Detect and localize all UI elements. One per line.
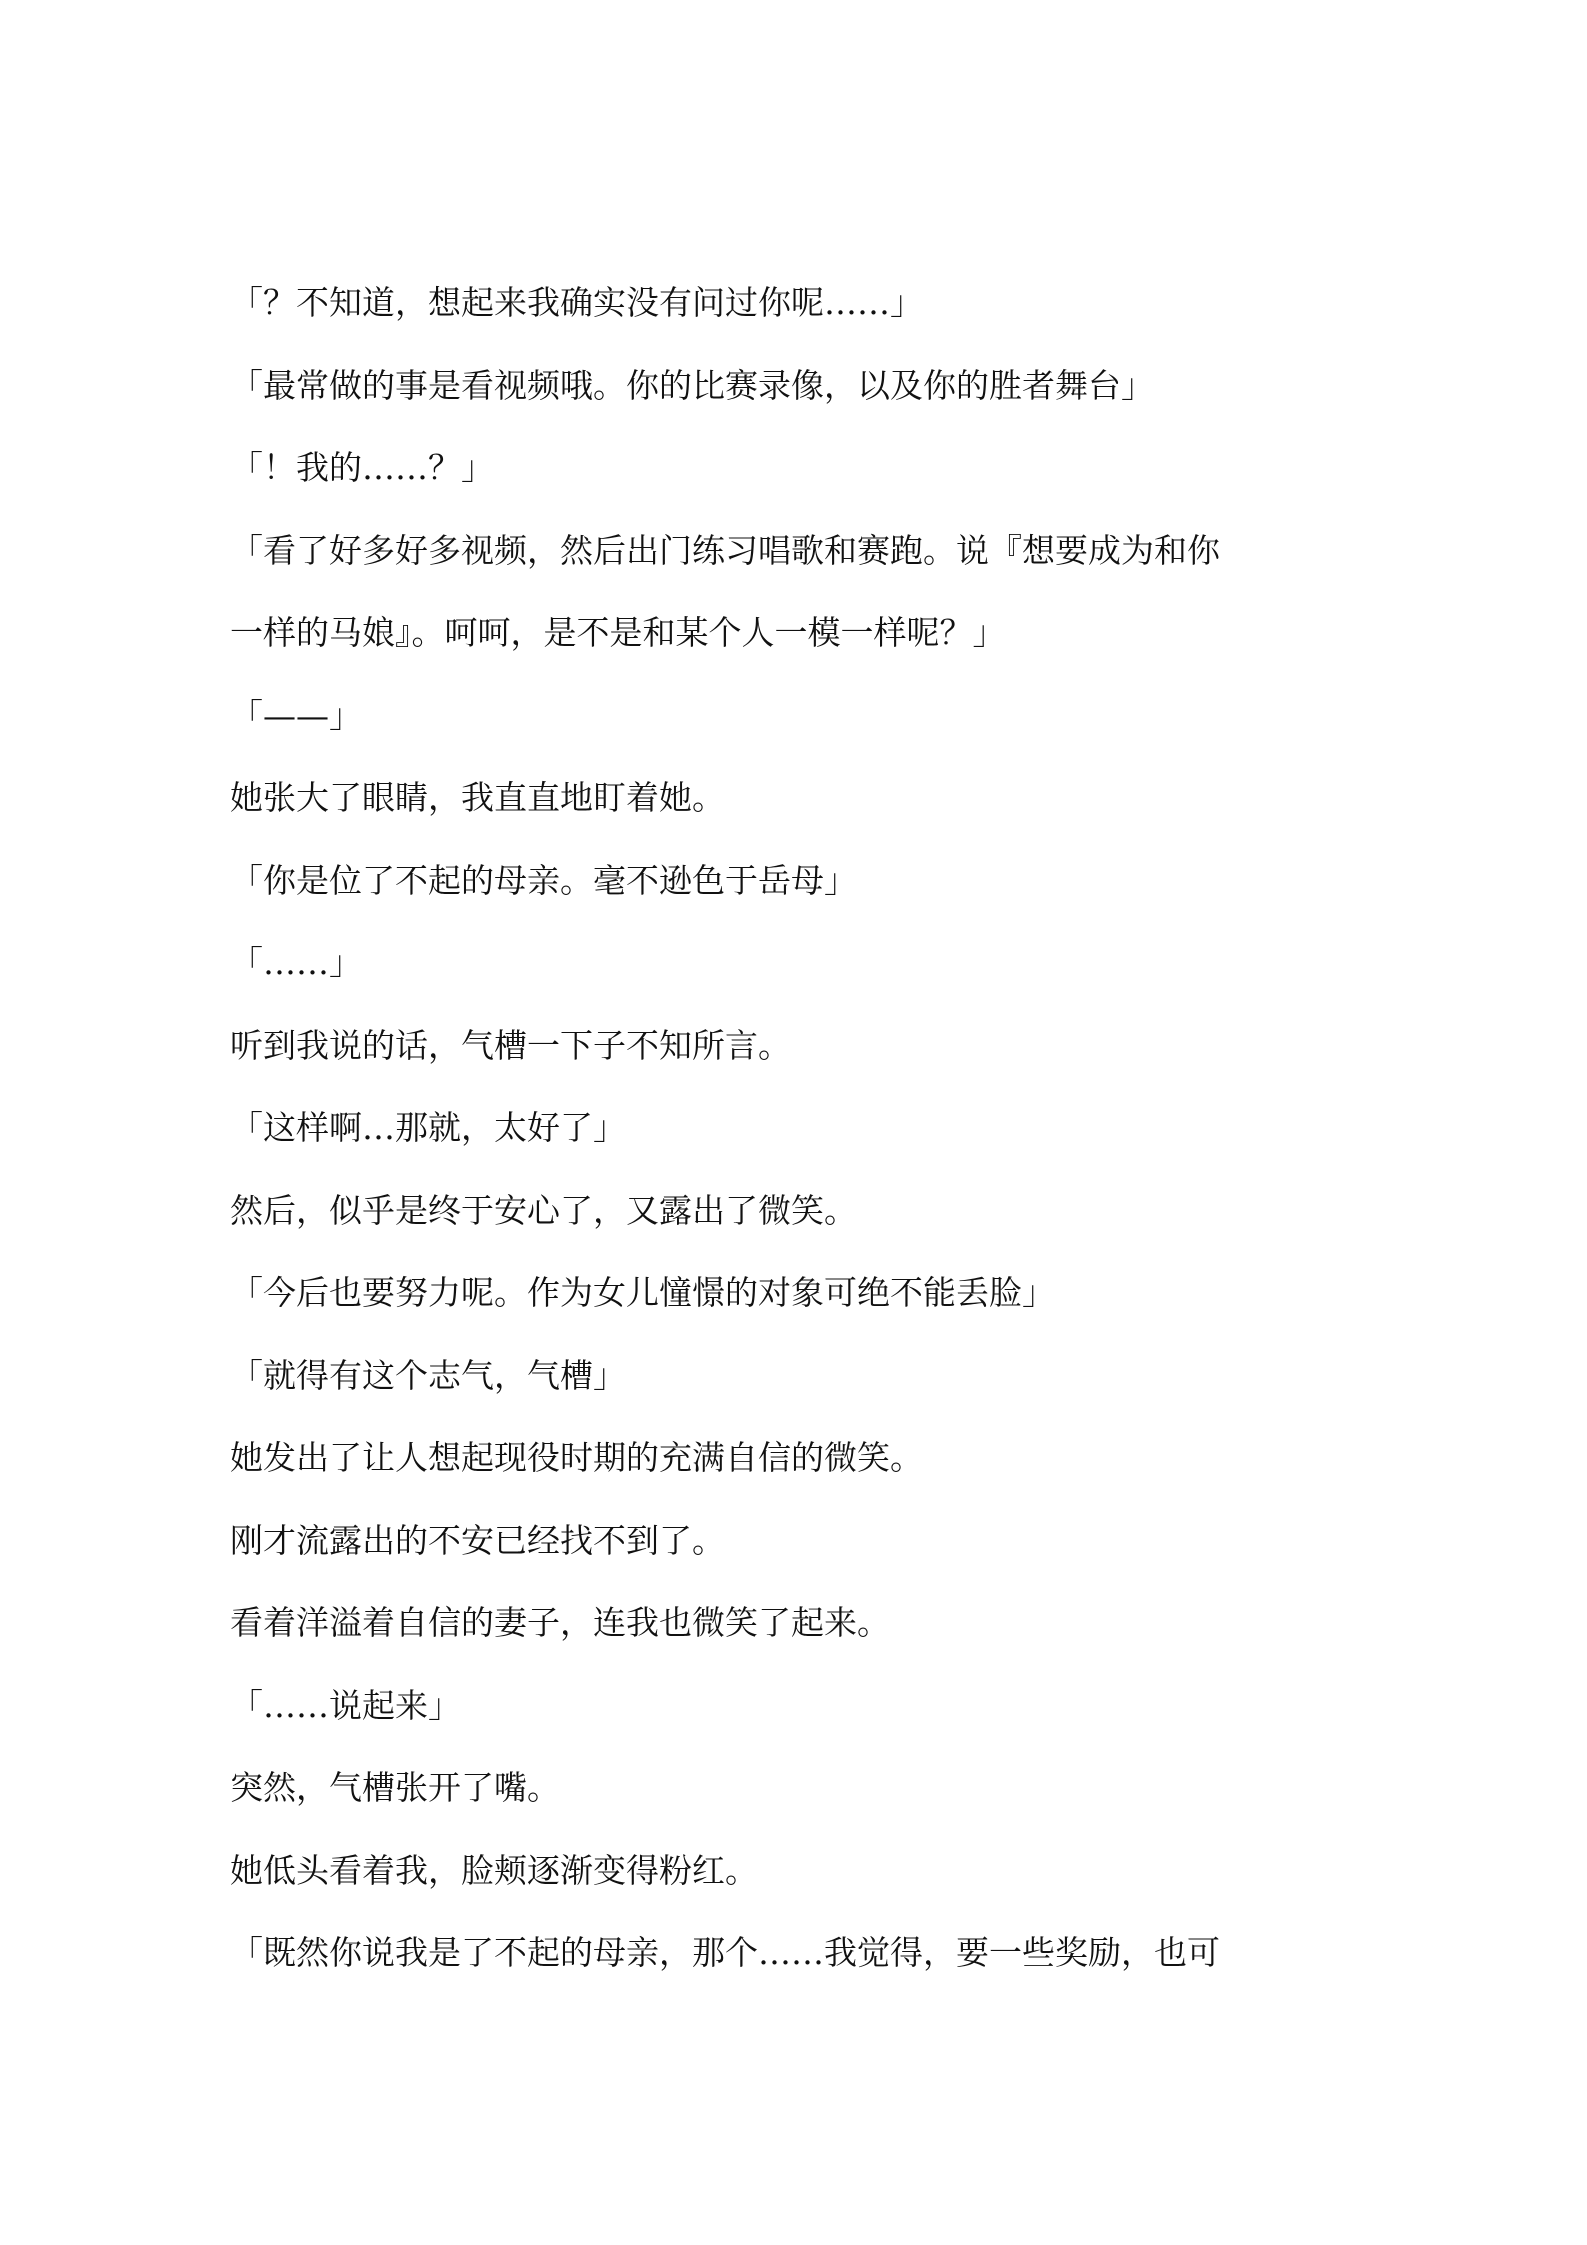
document-text [230,262,1370,1995]
text-line-4: 「看了好多好多视频，然后出门练习唱歌和赛跑。说『想要成为和你 [230,530,1220,570]
text-line-14: 「就得有这个志气，气槽」 [230,1355,626,1395]
text-line-19: 突然，气槽张开了嘴。 [230,1768,560,1807]
text-line-15: 她发出了让人想起现役时期的充满自信的微笑。 [230,1438,923,1477]
text-line-18: 「……说起来」 [230,1685,461,1725]
text-line-6: 「——」 [230,695,362,735]
text-line-11: 「这样啊…那就，太好了」 [230,1108,626,1147]
text-line-7: 她张大了眼睛，我直直地盯着她。 [230,778,725,817]
text-line-16: 刚才流露出的不安已经找不到了。 [230,1520,725,1560]
text-line-9: 「……」 [230,943,362,982]
text-line-17: 看着洋溢着自信的妻子，连我也微笑了起来。 [230,1603,890,1642]
text-line-1: 「？不知道，想起来我确实没有问过你呢……」 [230,283,923,322]
text-line-8: 「你是位了不起的母亲。毫不逊色于岳母」 [230,860,857,900]
text-line-3: 「！我的……？」 [230,448,494,487]
text-line-21: 「既然你说我是了不起的母亲，那个……我觉得，要一些奖励，也可 [230,1933,1220,1972]
text-line-12: 然后，似乎是终于安心了，又露出了微笑。 [230,1190,857,1230]
text-line-10: 听到我说的话，气槽一下子不知所言。 [230,1025,791,1065]
text-line-20: 她低头看着我，脸颊逐渐变得粉红。 [230,1850,758,1890]
text-line-13: 「今后也要努力呢。作为女儿憧憬的对象可绝不能丢脸」 [230,1273,1055,1312]
text-line-5: 一样的马娘』。呵呵，是不是和某个人一模一样呢？」 [230,613,1006,652]
text-line-2: 「最常做的事是看视频哦。你的比赛录像，以及你的胜者舞台」 [230,365,1154,405]
